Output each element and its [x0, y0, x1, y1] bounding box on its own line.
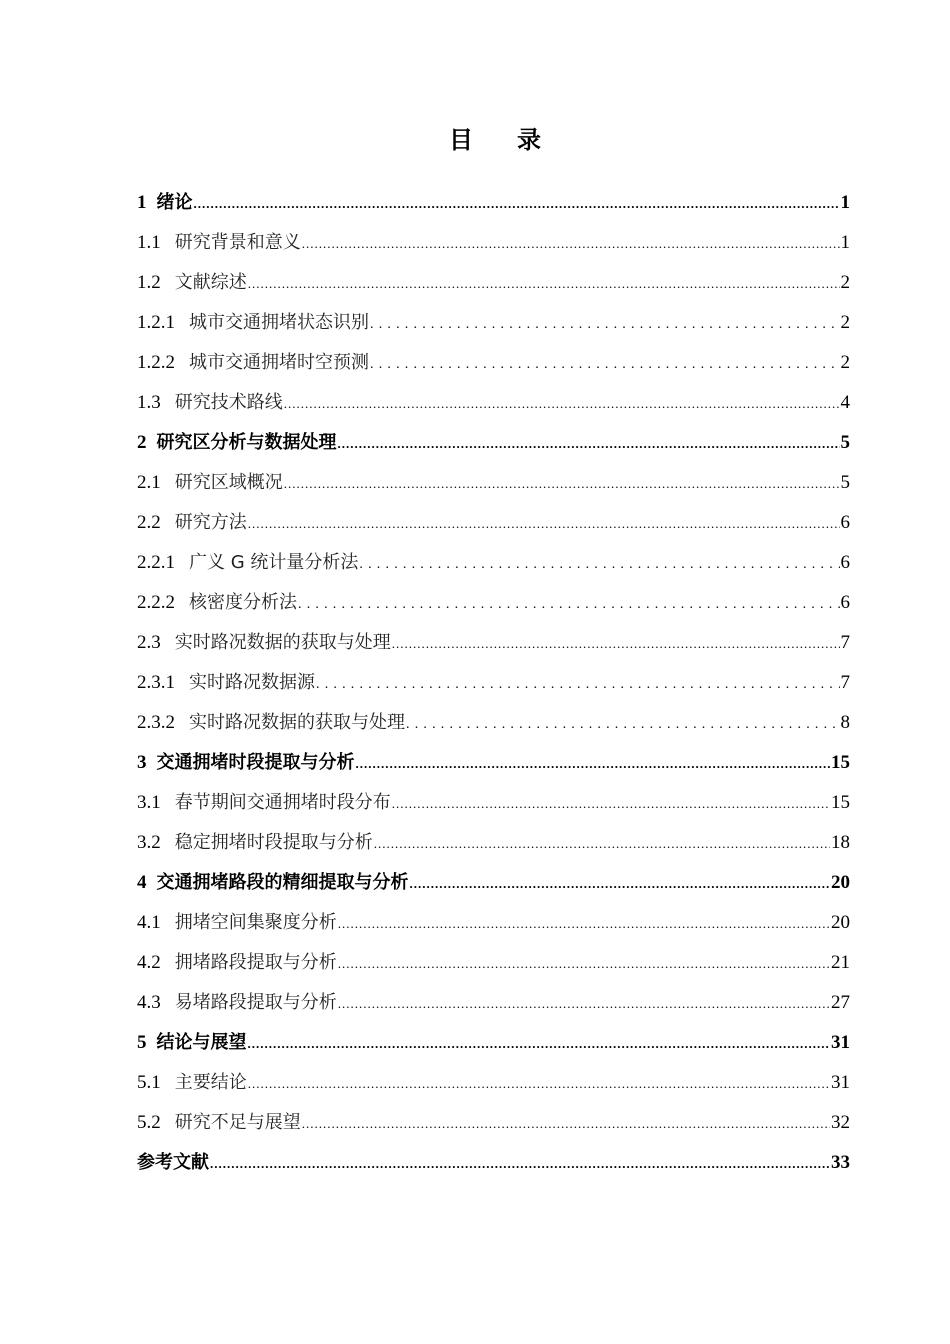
toc-number: 4 — [137, 872, 147, 893]
dot-leader — [338, 949, 830, 979]
toc-page-number: 20 — [831, 912, 850, 933]
toc-title: 城市交通拥堵状态识别 — [189, 312, 369, 333]
toc-number: 1.2.2 — [137, 352, 175, 373]
toc-entry-1-1[interactable] — [137, 228, 850, 268]
toc-title: 文献综述 — [174, 272, 247, 293]
toc-page-number: 7 — [840, 672, 850, 693]
toc-number: 1.3 — [137, 392, 161, 413]
toc-entry-3[interactable] — [137, 748, 850, 788]
toc-title: 主要结论 — [174, 1072, 247, 1093]
toc-entry-1[interactable] — [137, 188, 850, 228]
dot-leader — [338, 429, 840, 459]
title-char-2: 录 — [517, 126, 541, 154]
toc-title: 实时路况数据的获取与处理 — [174, 632, 391, 653]
toc-entry-2[interactable] — [137, 428, 850, 468]
dot-leader — [338, 989, 830, 1019]
toc-page-number: 15 — [831, 752, 850, 773]
toc-page-number: 27 — [831, 992, 850, 1013]
toc-entry-1-2-1[interactable] — [137, 308, 850, 348]
dot-leader — [298, 590, 840, 620]
toc-number: 4.3 — [137, 992, 161, 1013]
toc-entry-2-2-1[interactable] — [137, 548, 850, 588]
toc-page-number: 31 — [831, 1032, 850, 1053]
toc-page-number: 2 — [840, 312, 850, 333]
toc-number: 2.3.1 — [137, 672, 175, 693]
toc-entry-3-1[interactable] — [137, 788, 850, 828]
toc-page-number: 1 — [840, 192, 850, 213]
dot-leader — [194, 189, 840, 219]
toc-number: 2.2.2 — [137, 592, 175, 613]
toc-entry-4-1[interactable] — [137, 908, 850, 948]
toc-number: 1.2 — [137, 272, 161, 293]
toc-page-number: 1 — [840, 232, 850, 253]
table-of-contents — [137, 188, 850, 1188]
toc-title: 参考文献 — [137, 1152, 209, 1173]
toc-number: 2.3.2 — [137, 712, 175, 733]
toc-entry-2-2-2[interactable] — [137, 588, 850, 628]
toc-entry-4-3[interactable] — [137, 988, 850, 1028]
dot-leader — [248, 1029, 831, 1059]
dot-leader — [248, 1069, 830, 1099]
toc-title: 研究区域概况 — [174, 472, 283, 493]
toc-title: 实时路况数据的获取与处理 — [189, 712, 405, 733]
toc-title: 广义 G 统计量分析法 — [189, 552, 359, 573]
toc-page-number: 2 — [840, 352, 850, 373]
toc-page-number: 18 — [831, 832, 850, 853]
dot-leader — [392, 629, 840, 659]
toc-title: 研究背景和意义 — [174, 232, 301, 253]
toc-entry-2-1[interactable] — [137, 468, 850, 508]
toc-number: 2.2.1 — [137, 552, 175, 573]
dot-leader — [392, 789, 830, 819]
toc-title: 核密度分析法 — [189, 592, 297, 613]
toc-page-number: 6 — [840, 592, 850, 613]
toc-entry-1-2[interactable] — [137, 268, 850, 308]
dot-leader — [406, 710, 840, 740]
toc-page-number: 32 — [831, 1112, 850, 1133]
dot-leader — [248, 509, 840, 539]
toc-number: 3.1 — [137, 792, 161, 813]
toc-title: 研究技术路线 — [174, 392, 283, 413]
toc-title: 研究方法 — [174, 512, 247, 533]
toc-number: 5 — [137, 1032, 147, 1053]
toc-page-number: 6 — [840, 512, 850, 533]
toc-page-number: 33 — [831, 1152, 850, 1173]
toc-number: 3 — [137, 752, 147, 773]
dot-leader — [370, 310, 840, 340]
toc-entry-5[interactable] — [137, 1028, 850, 1068]
toc-entry-references[interactable] — [137, 1148, 850, 1188]
toc-title: 研究区分析与数据处理 — [156, 432, 337, 453]
toc-page-number: 15 — [831, 792, 850, 813]
toc-number: 1 — [137, 192, 147, 213]
toc-number: 1.1 — [137, 232, 161, 253]
toc-page-number: 8 — [840, 712, 850, 733]
toc-page-number: 6 — [840, 552, 850, 573]
toc-number: 4.1 — [137, 912, 161, 933]
toc-title: 拥堵路段提取与分析 — [174, 952, 337, 973]
dot-leader — [356, 749, 831, 779]
toc-page-number: 2 — [840, 272, 850, 293]
toc-entry-3-2[interactable] — [137, 828, 850, 868]
toc-number: 2.3 — [137, 632, 161, 653]
toc-title: 交通拥堵时段提取与分析 — [156, 752, 355, 773]
toc-entry-5-1[interactable] — [137, 1068, 850, 1108]
toc-title: 拥堵空间集聚度分析 — [174, 912, 337, 933]
toc-title: 城市交通拥堵时空预测 — [189, 352, 369, 373]
page-title — [0, 120, 950, 155]
toc-page-number: 4 — [840, 392, 850, 413]
toc-title: 研究不足与展望 — [174, 1112, 301, 1133]
toc-page-number: 5 — [840, 432, 850, 453]
toc-number: 4.2 — [137, 952, 161, 973]
toc-number: 5.1 — [137, 1072, 161, 1093]
toc-title: 稳定拥堵时段提取与分析 — [174, 832, 373, 853]
toc-title: 实时路况数据源 — [189, 672, 315, 693]
toc-page-number: 31 — [831, 1072, 850, 1093]
dot-leader — [248, 269, 840, 299]
toc-entry-2-3[interactable] — [137, 628, 850, 668]
dot-leader — [316, 670, 840, 700]
dot-leader — [370, 350, 840, 380]
toc-entry-4-2[interactable] — [137, 948, 850, 988]
dot-leader — [302, 229, 840, 259]
title-char-1: 目 — [449, 126, 473, 154]
dot-leader — [302, 1109, 830, 1139]
toc-entry-5-2[interactable] — [137, 1108, 850, 1148]
toc-entry-2-3-2[interactable] — [137, 708, 850, 748]
toc-page-number: 7 — [840, 632, 850, 653]
toc-title: 绪论 — [156, 192, 193, 213]
toc-entry-4[interactable] — [137, 868, 850, 908]
toc-title: 结论与展望 — [156, 1032, 247, 1053]
toc-number: 2.2 — [137, 512, 161, 533]
toc-number: 2.1 — [137, 472, 161, 493]
toc-number: 1.2.1 — [137, 312, 175, 333]
toc-entry-1-2-2[interactable] — [137, 348, 850, 388]
dot-leader — [338, 909, 830, 939]
dot-leader — [284, 389, 840, 419]
toc-entry-1-3[interactable] — [137, 388, 850, 428]
toc-title: 交通拥堵路段的精细提取与分析 — [156, 872, 409, 893]
toc-page-number: 5 — [840, 472, 850, 493]
dot-leader — [359, 550, 839, 580]
toc-title: 春节期间交通拥堵时段分布 — [174, 792, 391, 813]
toc-page-number: 21 — [831, 952, 850, 973]
dot-leader — [284, 469, 840, 499]
toc-entry-2-2[interactable] — [137, 508, 850, 548]
dot-leader — [374, 829, 830, 859]
dot-leader — [210, 1149, 830, 1179]
toc-number: 3.2 — [137, 832, 161, 853]
toc-entry-2-3-1[interactable] — [137, 668, 850, 708]
toc-page-number: 20 — [831, 872, 850, 893]
dot-leader — [410, 869, 831, 899]
toc-number: 5.2 — [137, 1112, 161, 1133]
toc-title: 易堵路段提取与分析 — [174, 992, 337, 1013]
toc-number: 2 — [137, 432, 147, 453]
